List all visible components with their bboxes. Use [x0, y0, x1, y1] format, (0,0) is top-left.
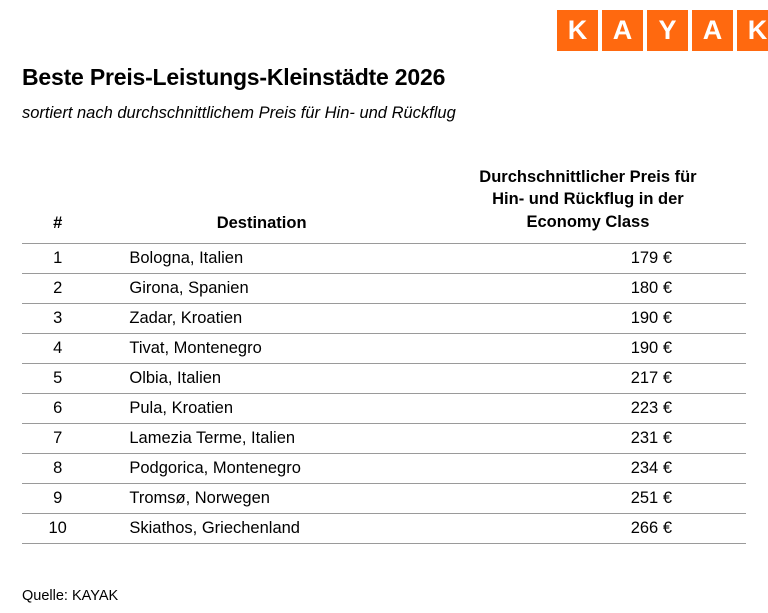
table-row [22, 303, 746, 333]
cell-rank: 2 [22, 273, 93, 303]
table-row [22, 393, 746, 423]
cell-price: 180 € [430, 273, 746, 303]
cell-price: 217 € [430, 363, 746, 393]
ranking-table [22, 166, 746, 544]
cell-price: 190 € [430, 303, 746, 333]
kayak-logo [557, 10, 768, 51]
column-header-price-line1: Durchschnittlicher Preis für [479, 168, 697, 186]
cell-rank: 4 [22, 333, 93, 363]
cell-price: 223 € [430, 393, 746, 423]
logo-letter-4: A [692, 10, 733, 51]
cell-rank: 8 [22, 453, 93, 483]
table-row [22, 273, 746, 303]
table-row [22, 483, 746, 513]
table-row [22, 423, 746, 453]
cell-destination: Zadar, Kroatien [93, 303, 430, 333]
column-header-price [430, 166, 746, 243]
table-row [22, 243, 746, 273]
cell-price: 190 € [430, 333, 746, 363]
cell-destination: Girona, Spanien [93, 273, 430, 303]
cell-destination: Olbia, Italien [93, 363, 430, 393]
cell-rank: 1 [22, 243, 93, 273]
cell-destination: Lamezia Terme, Italien [93, 423, 430, 453]
cell-destination: Skiathos, Griechenland [93, 513, 430, 543]
table-body [22, 243, 746, 543]
page-title: Beste Preis-Leistungs-Kleinstädte 2026 [22, 64, 446, 90]
table-row [22, 333, 746, 363]
page-subtitle: sortiert nach durchschnittlichem Preis für Hin- und Rückflug [22, 104, 456, 122]
cell-rank: 5 [22, 363, 93, 393]
cell-price: 266 € [430, 513, 746, 543]
table-row [22, 363, 746, 393]
cell-price: 231 € [430, 423, 746, 453]
table-header [22, 166, 746, 243]
cell-rank: 10 [22, 513, 93, 543]
column-header-destination: Destination [216, 213, 307, 232]
cell-rank: 9 [22, 483, 93, 513]
cell-destination: Tivat, Montenegro [93, 333, 430, 363]
column-header-price-line2: Hin- und Rückflug in der [492, 190, 684, 209]
cell-price: 234 € [430, 453, 746, 483]
logo-letter-5: K [737, 10, 768, 51]
cell-destination: Bologna, Italien [93, 243, 430, 273]
cell-destination: Pula, Kroatien [93, 393, 430, 423]
source-note: Quelle: KAYAK [22, 588, 119, 604]
logo-letter-3: Y [647, 10, 688, 51]
column-header-price-line3: Economy Class [526, 212, 650, 231]
table-row [22, 453, 746, 483]
logo-letter-2: A [602, 10, 643, 51]
table-header-row [22, 166, 746, 243]
cell-destination: Podgorica, Montenegro [93, 453, 430, 483]
cell-rank: 7 [22, 423, 93, 453]
cell-price: 251 € [430, 483, 746, 513]
cell-rank: 3 [22, 303, 93, 333]
cell-rank: 6 [22, 393, 93, 423]
logo-letter-1: K [557, 10, 598, 51]
cell-destination: Tromsø, Norwegen [93, 483, 430, 513]
table-row [22, 513, 746, 543]
cell-price: 179 € [430, 243, 746, 273]
column-header-rank: # [53, 213, 63, 232]
